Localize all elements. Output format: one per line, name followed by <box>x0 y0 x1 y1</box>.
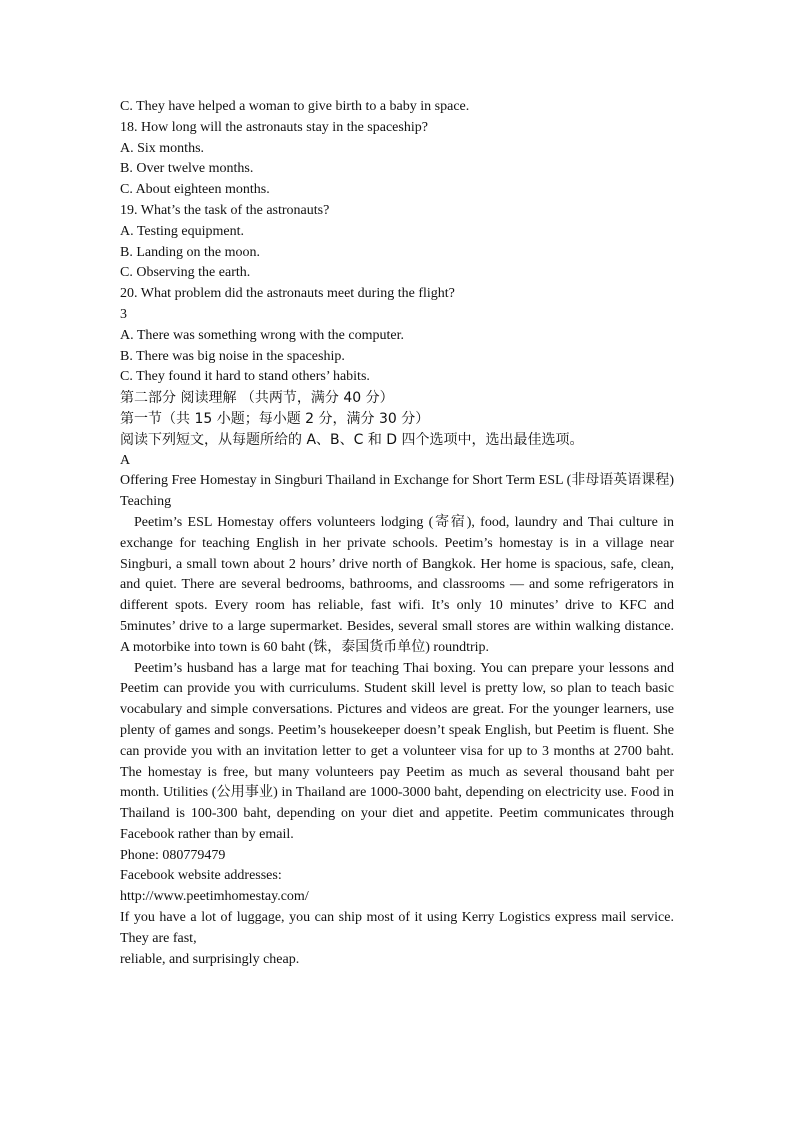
passage-label: A <box>120 452 131 468</box>
q18-option-c: C. About eighteen months. <box>120 182 270 198</box>
phone-line: Phone: 080779479 <box>120 847 226 863</box>
website-link[interactable]: http://www.peetimhomestay.com/ <box>120 889 309 905</box>
luggage-note-end: reliable, and surprisingly cheap. <box>120 951 300 967</box>
passage-paragraph-1: Peetim’s ESL Homestay offers volunteers lodging (寄宿), food, laundry and Thai culture in exchange for teaching English in her private schools. Peetim’s homestay is in a village near Singburi, a small town about 2 hours’ drive north of Bangkok. Her home is spacious, safe, clean, and quiet. There are several bedrooms, bathrooms, and classrooms — and some refrigerators in different spots. Every room has reliable, fast wifi. It’s only 10 minutes’ drive to KFC and 5minutes’ drive to a large supermarket. Besides, several small stores are within walking distance. A motorbike into town is 60 baht (铢，泰国货币单位) roundtrip. <box>120 514 674 655</box>
passage-title: Offering Free Homestay in Singburi Thailand in Exchange for Short Term ESL (非母语英语课程) Teaching <box>120 473 674 510</box>
q18-option-b: B. Over twelve months. <box>120 161 254 177</box>
section-heading: 第一节（共 15 小题；每小题 2 分，满分 30 分） <box>120 410 430 427</box>
q17-option-c: C. They have helped a woman to give birth to a baby in space. <box>120 99 470 114</box>
q19-option-b: B. Landing on the moon. <box>120 244 260 260</box>
q19-option-a: A. Testing equipment. <box>120 223 244 239</box>
q20-option-b: B. There was big noise in the spaceship. <box>120 348 345 364</box>
q18-option-a: A. Six months. <box>120 140 205 156</box>
q18-question: 18. How long will the astronauts stay in the spaceship? <box>120 119 428 135</box>
passage-paragraph-2: Peetim’s husband has a large mat for teaching Thai boxing. You can prepare your lessons and Peetim can provide you with curriculums. Student skill level is pretty low, so plan to teach basic vocabulary and simple conversations. Pictures and videos are great. For the younger learners, use plenty of games and songs. Peetim’s housekeeper doesn’t speak English, but Peetim is fluent. She can provide you with an invitation letter to get a volunteer visa for up to 3 months at 2700 baht. The homestay is free, but many volunteers pay Peetim as much as several thousand baht per month. Utilities (公用事业) in Thailand are 1000-3000 baht, depending on electricity use. Food in Thailand is 100-300 baht, depending on your diet and appetite. Peetim communicates through Facebook rather than by email. <box>120 660 674 842</box>
q20-question: 20. What problem did the astronauts meet during the flight? <box>120 286 455 302</box>
luggage-note: If you have a lot of luggage, you can ship most of it using Kerry Logistics express mail service. They are fast, <box>120 910 674 946</box>
part-heading: 第二部分 阅读理解 （共两节，满分 40 分） <box>120 390 394 407</box>
q19-option-c: C. Observing the earth. <box>120 265 251 281</box>
q20-option-c: C. They found it hard to stand others’ habits. <box>120 369 370 385</box>
reading-instruction: 阅读下列短文，从每题所给的 A、B、C 和 D 四个选项中，选出最佳选项。 <box>120 431 584 448</box>
q20-option-a: A. There was something wrong with the computer. <box>120 327 404 343</box>
q19-question: 19. What’s the task of the astronauts? <box>120 202 330 218</box>
document-page <box>120 97 674 970</box>
facebook-label: Facebook website addresses: <box>120 868 282 884</box>
page-number: 3 <box>120 306 127 322</box>
